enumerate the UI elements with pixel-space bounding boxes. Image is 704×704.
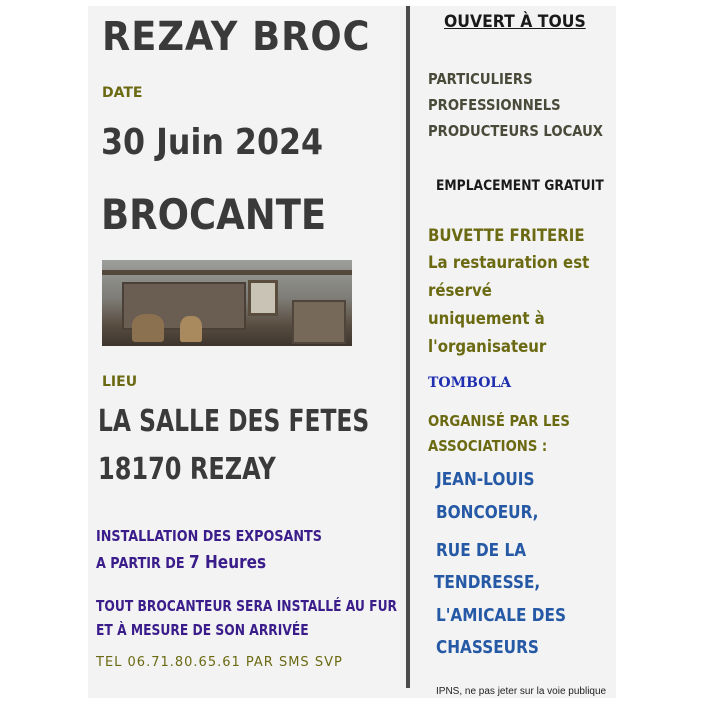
install-line-1: INSTALLATION DES EXPOSANTS — [96, 527, 322, 545]
audience-item: PROFESSIONNELS — [428, 96, 561, 114]
organise-line: ORGANISÉ PAR LES — [428, 412, 570, 430]
tombola: TOMBOLA — [428, 375, 512, 391]
association-line: RUE DE LA — [436, 540, 527, 561]
audience-item: PARTICULIERS — [428, 70, 533, 88]
association-line: BONCOEUR, — [436, 502, 539, 523]
association-line: CHASSEURS — [436, 637, 539, 658]
association-line: L'AMICALE DES — [436, 605, 566, 626]
arrival-line-1: TOUT BROCANTEUR SERA INSTALLÉ AU FUR — [96, 597, 398, 615]
contact-phone: TEL 06.71.80.65.61 PAR SMS SVP — [96, 655, 343, 670]
install-prefix: A PARTIR DE — [96, 554, 190, 572]
lieu-label: LIEU — [102, 374, 138, 390]
association-line: JEAN-LOUIS — [436, 469, 535, 490]
venue-name: LA SALLE DES FETES — [98, 404, 370, 439]
restauration-line: réservé — [428, 281, 492, 301]
flyer-title: REZAY BROC — [102, 14, 371, 60]
date-label: DATE — [102, 85, 143, 101]
association-line: TENDRESSE, — [434, 572, 541, 593]
buvette-friterie: BUVETTE FRITERIE — [428, 226, 585, 246]
ipns-footer: IPNS, ne pas jeter sur la voie publique — [436, 686, 607, 697]
venue-city: 18170 REZAY — [98, 452, 276, 487]
event-date: 30 Juin 2024 — [101, 122, 324, 163]
organise-line: ASSOCIATIONS : — [428, 437, 548, 455]
emplacement-gratuit: EMPLACEMENT GRATUIT — [436, 178, 604, 194]
restauration-line: La restauration est — [428, 253, 590, 273]
audience-item: PRODUCTEURS LOCAUX — [428, 122, 603, 140]
ouvert-heading: OUVERT À TOUS — [444, 12, 586, 32]
install-line-2 — [96, 552, 266, 573]
install-time: 7 Heures — [189, 552, 267, 573]
arrival-line-2: ET À MESURE DE SON ARRIVÉE — [96, 621, 309, 639]
brocante-photo — [102, 260, 352, 346]
restauration-line: l'organisateur — [428, 337, 547, 357]
column-divider — [406, 6, 410, 688]
event-type: BROCANTE — [101, 190, 327, 239]
restauration-line: uniquement à — [428, 309, 545, 329]
